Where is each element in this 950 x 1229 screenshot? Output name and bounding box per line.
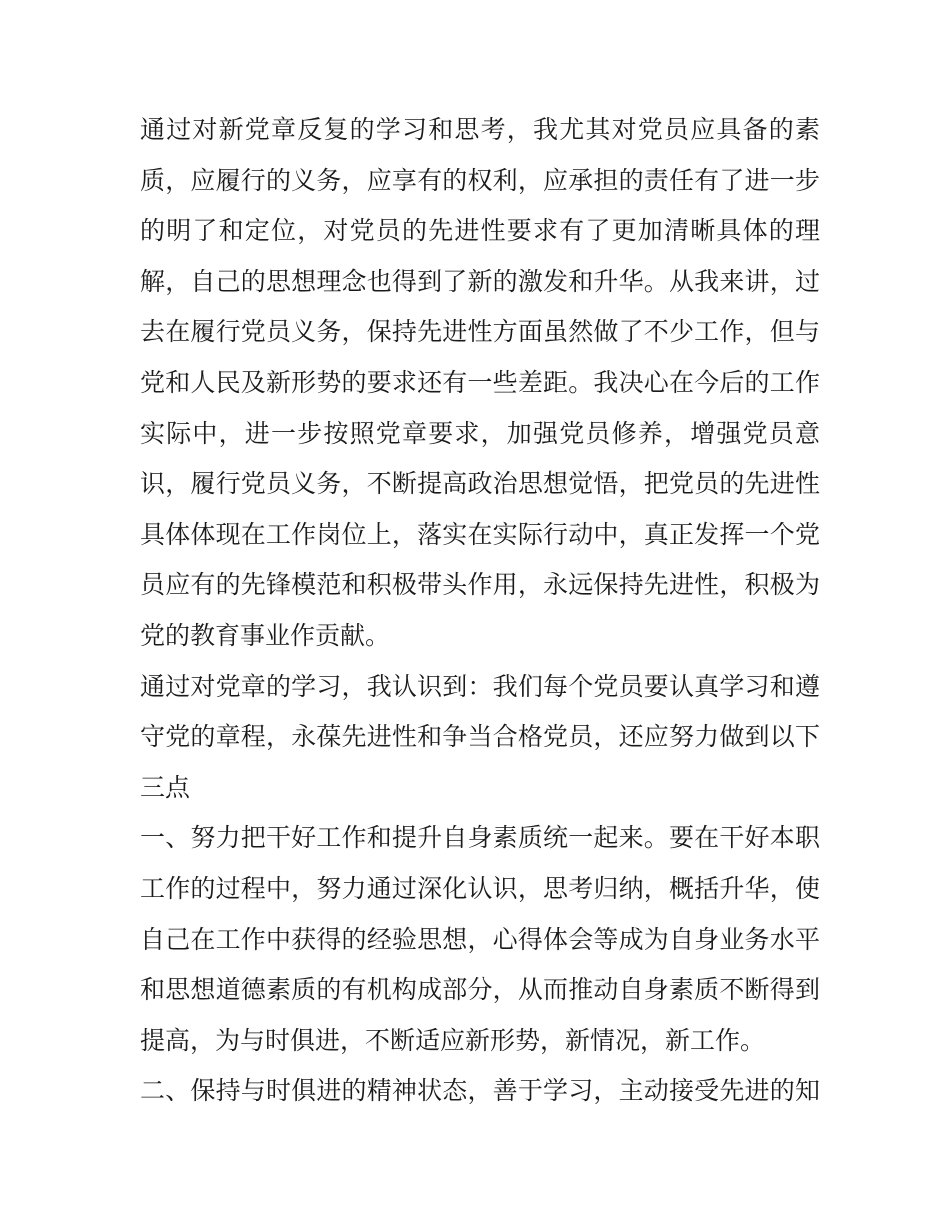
text-line: 和思想道德素质的有机构成部分，从而推动自身素质不断得到 <box>140 975 821 1005</box>
text-line: 解，自己的思想理念也得到了新的激发和升华。从我来讲，过 <box>140 266 821 296</box>
text-line: 识，履行党员义务，不断提高政治思想觉悟，把党员的先进性 <box>140 469 821 499</box>
text-line: 二、保持与时俱进的精神状态，善于学习，主动接受先进的知 <box>140 1076 821 1106</box>
text-line: 党的教育事业作贡献。 <box>140 620 391 650</box>
text-line: 质，应履行的义务，应享有的权利，应承担的责任有了进一步 <box>140 165 821 195</box>
text-line: 三点 <box>140 772 191 802</box>
text-line: 的明了和定位，对党员的先进性要求有了更加清晰具体的理 <box>140 216 822 246</box>
text-line: 通过对新党章反复的学习和思考，我尤其对党员应具备的素 <box>140 115 822 144</box>
text-line: 一、努力把干好工作和提升自身素质统一起来。要在干好本职 <box>140 823 821 853</box>
text-line: 工作的过程中，努力通过深化认识，思考归纳，概括升华，使 <box>140 873 821 903</box>
text-line: 党和人民及新形势的要求还有一些差距。我决心在今后的工作 <box>140 367 821 397</box>
text-line: 去在履行党员义务，保持先进性方面虽然做了不少工作，但与 <box>140 317 821 347</box>
text-line: 自己在工作中获得的经验思想，心得体会等成为自身业务水平 <box>140 924 821 954</box>
document-body <box>140 105 820 1117</box>
text-line: 提高，为与时俱进，不断适应新形势，新情况，新工作。 <box>140 1025 766 1055</box>
text-line: 守党的章程，永葆先进性和争当合格党员，还应努力做到以下 <box>140 722 821 752</box>
text-line: 员应有的先锋模范和积极带头作用，永远保持先进性，积极为 <box>140 570 821 600</box>
text-line: 具体体现在工作岗位上，落实在实际行动中，真正发挥一个党 <box>140 519 821 549</box>
text-line: 实际中，进一步按照党章要求，加强党员修养，增强党员意 <box>140 418 822 448</box>
text-line: 通过对党章的学习，我认识到：我们每个党员要认真学习和遵 <box>140 671 821 701</box>
